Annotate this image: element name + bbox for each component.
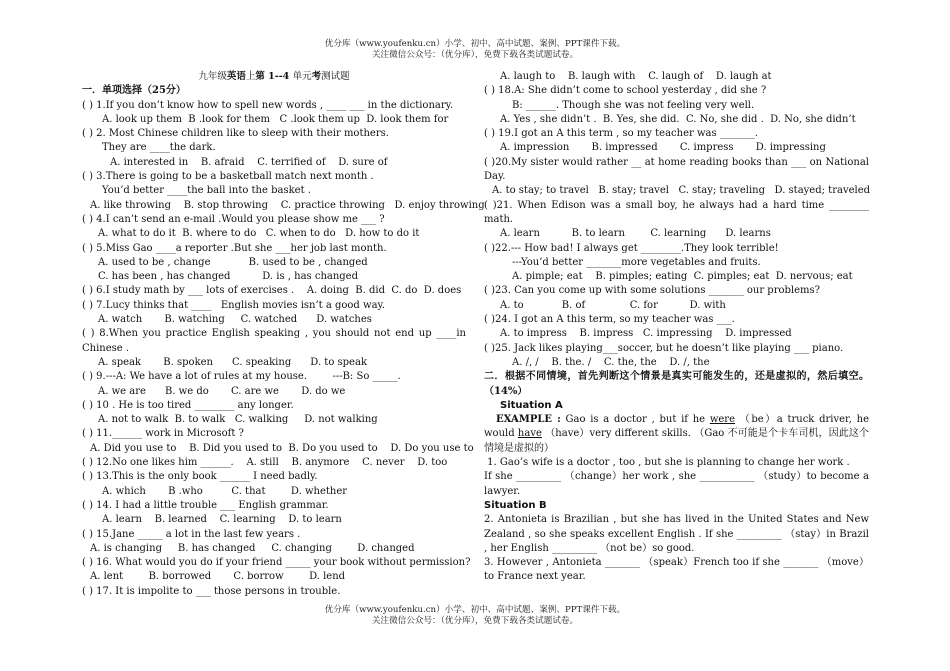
example-text: （have）very different skills. （Gao 不可能是个卡车司机，因此这个情境是虚拟的） <box>484 428 869 454</box>
question-16-options: A. lent B. borrowed C. borrow D. lend <box>90 571 346 583</box>
section-2-heading: 二．根据不同情境，首先判断这个情景是真实可能发生的，还是虚拟的，然后填空。（14%） <box>484 371 869 397</box>
question-15-options: A. is changing B. has changed C. changing D. changed <box>90 542 415 554</box>
question-8: ( ) 8.When you practice English speaking , you should not end up ____in Chinese . <box>82 328 466 354</box>
title-part: 测试题 <box>321 71 350 82</box>
question-18: ( ) 18.A: She didn’t come to school yesterday , did she ? <box>484 85 767 97</box>
question-3-stem: You’d better ____the ball into the basket . <box>102 185 311 197</box>
question-24-options: A. to impress B. impress C. impressing D. impressed <box>500 328 792 340</box>
question-4: ( ) 4.I can’t send an e-mail .Would you please show me ___ ? <box>82 213 385 225</box>
question-14-options: A. learn B. learned C. learning D. to learn <box>102 514 342 526</box>
question-20-options: A. to stay; to travel B. stay; travel C. stay; traveling D. stayed; traveled <box>492 185 871 197</box>
question-17-options: A. laugh to B. laugh with C. laugh of D. laugh at <box>500 71 772 82</box>
header-line-1: 优分库（www.youfenku.cn）小学、初中、高中试题、案例、PPT课件下载。 <box>324 39 626 49</box>
question-6: ( ) 6.I study math by ___ lots of exercises . A. doing B. did C. do D. does <box>82 285 462 297</box>
title-part: 单元 <box>292 71 312 82</box>
question-11: ( ) 11.______ work in Microsoft ? <box>82 428 244 440</box>
question-1: ( ) 1.If you don’t know how to spell new words , ____ ___ in the dictionary. <box>82 99 454 111</box>
title-part: 英语 <box>226 71 246 82</box>
question-7: ( ) 7.Lucy thinks that ____ English movies isn’t a good way. <box>82 299 386 311</box>
footer-line-2: 关注微信公众号：（优分库），免费下载各类试题试卷。 <box>371 615 579 626</box>
question-12: ( ) 12.No one likes him ______. A. still B. anymore C. never D. too <box>82 457 448 469</box>
question-10-options: A. not to walk B. to walk C. walking D. not walking <box>98 414 378 426</box>
question-9: ( ) 9.---A: We have a lot of rules at my house. ---B: So _____. <box>82 371 401 383</box>
title-part: 上 <box>245 71 256 82</box>
title-part: 第 1--4 <box>255 71 293 82</box>
question-9-options: A. we are B. we do C. are we D. do we <box>98 385 346 397</box>
question-14: ( ) 14. I had a little trouble ___ English grammar. <box>82 499 329 511</box>
fill-question-1: 1. Gao’s wife is a doctor , too , but she is planning to change her work . <box>484 457 850 469</box>
question-5-options-cd: C. has been , has changed D. is , has changed <box>98 271 359 283</box>
question-13: ( ) 13.This is the only book ______ I need badly. <box>82 471 318 483</box>
question-21: ( )21. When Edison was a small boy, he always had a hard time ________ math. <box>484 199 869 225</box>
question-22: ( )22.--- How bad! I always get ________.They look terrible! <box>484 242 779 254</box>
question-2-stem: They are ____the dark. <box>102 142 216 154</box>
header-line-2: 关注微信公众号：（优分库），免费下载各类试题试卷。 <box>371 49 579 60</box>
question-7-options: A. watch B. watching C. watched D. watches <box>98 314 372 326</box>
page-footer <box>0 605 950 626</box>
footer-line-1: 优分库（www.youfenku.cn）小学、初中、高中试题、案例、PPT课件下载。 <box>324 605 626 615</box>
question-18-options: A. Yes , she didn’t . B. Yes, she did. C. No, she did . D. No, she didn’t <box>500 113 856 125</box>
question-25: ( )25. Jack likes playing___soccer, but he doesn’t like playing ___ piano. <box>484 342 844 354</box>
question-20: ( )20.My sister would rather __ at home reading books than ___ on National Day. <box>484 156 869 183</box>
question-21-options: A. learn B. to learn C. learning D. learns <box>500 228 771 240</box>
question-19-options: A. impression B. impressed C. impress D. impressing <box>500 142 826 154</box>
example-text: Gao is a doctor , but if he <box>560 414 710 426</box>
question-2-options: A. interested in B. afraid C. terrified of D. sure of <box>110 156 388 168</box>
example-answer-were: were <box>709 414 736 426</box>
question-13-options: A. which B .who C. that D. whether <box>102 485 348 497</box>
page-header <box>0 39 950 60</box>
fill-question-3: 3. However , Antonieta _______ （speak）French too if she _______ （move）to France next year. <box>484 557 869 583</box>
fill-question-2: 2. Antonieta is Brazilian , but she has lived in the United States and New Zealand , so she speaks excellent English . If she _________ （stay）in Brazil , her English _________ （not be）so good. <box>484 514 869 554</box>
section-1-heading: 一．单项选择（25分） <box>82 85 186 97</box>
example-paragraph <box>484 413 869 456</box>
question-19: ( ) 19.I got an A this term , so my teacher was _______. <box>484 128 758 140</box>
question-23-options: A. to B. of C. for D. with <box>500 299 726 311</box>
question-22-reply: ---You’d better _______more vegetables and fruits. <box>512 256 761 268</box>
fill-question-1-blanks: If she _________ （change）her work , she ___________ （study）to become a lawyer. <box>484 471 869 497</box>
question-24: ( )24. I got an A this term, so my teacher was ___. <box>484 314 735 326</box>
exam-title <box>82 70 466 84</box>
question-8-options: A. speak B. spoken C. speaking D. to speak <box>98 356 367 368</box>
situation-b-label: Situation B <box>484 499 547 511</box>
question-16: ( ) 16. What would you do if your friend _____ your book without permission? <box>82 557 471 569</box>
question-17: ( ) 17. It is impolite to ___ those persons in trouble. <box>82 585 341 597</box>
question-4-options: A. what to do it B. where to do C. when to do D. how to do it <box>98 228 420 240</box>
question-23: ( )23. Can you come up with some solutions _______ our problems? <box>484 285 821 297</box>
question-5-options-ab: A. used to be , change B. used to be , changed <box>98 256 368 268</box>
situation-a-label: Situation A <box>500 399 563 411</box>
left-column <box>82 70 485 599</box>
title-part: 九年级 <box>198 71 227 82</box>
title-part: 考 <box>311 71 322 82</box>
example-label: EXAMPLE : <box>496 414 561 426</box>
example-text: （be）a truck driver, he would <box>484 414 870 440</box>
question-3-options: A. like throwing B. stop throwing C. practice throwing D. enjoy throwing <box>90 199 485 211</box>
question-1-options: A. look up them B .look for them C .look them up D. look them for <box>102 113 449 125</box>
question-22-options: A. pimple; eat B. pimples; eating C. pimples; eat D. nervous; eat <box>512 271 853 283</box>
example-answer-have: have <box>517 428 542 440</box>
question-11-options: A. Did you use to B. Did you used to B. Do you used to D. Do you use to <box>90 442 474 454</box>
question-10: ( ) 10 . He is too tired ________ any longer. <box>82 399 294 411</box>
question-15: ( ) 15.Jane _____ a lot in the last few years . <box>82 528 301 540</box>
question-5: ( ) 5.Miss Gao ____a reporter .But she ___her job last month. <box>82 242 387 254</box>
question-2: ( ) 2. Most Chinese children like to sleep with their mothers. <box>82 128 389 140</box>
right-column <box>484 70 869 585</box>
question-3: ( ) 3.There is going to be a basketball match next month . <box>82 171 374 183</box>
question-25-options: A. /, / B. the. / C. the, the D. /, the <box>512 356 710 368</box>
question-18-reply: B: ______. Though she was not feeling very well. <box>512 99 755 111</box>
